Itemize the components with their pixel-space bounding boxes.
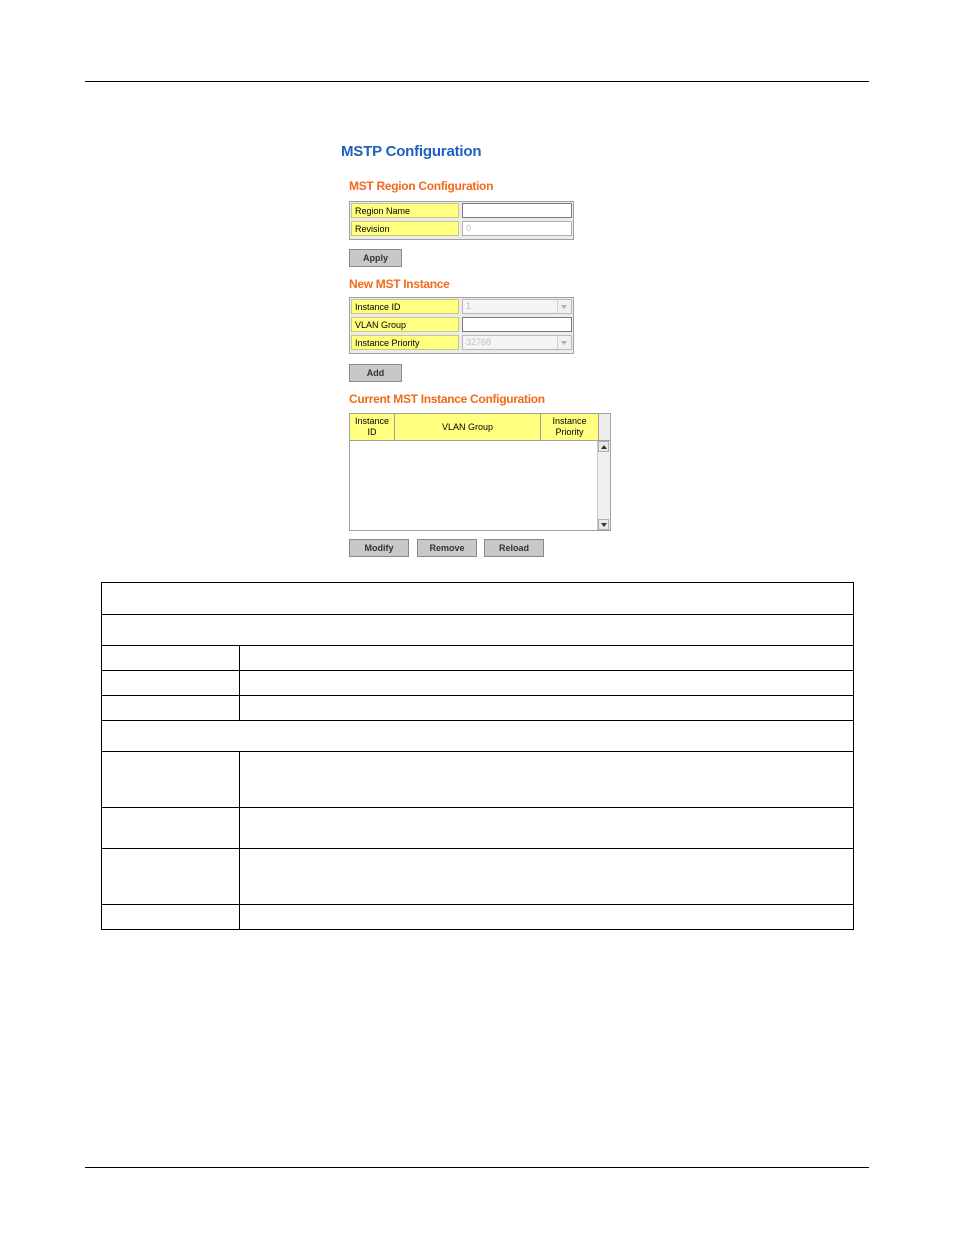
modify-button[interactable]: Modify: [349, 539, 409, 557]
header-instance-id-line2: ID: [367, 427, 377, 437]
table-row: [102, 696, 854, 721]
description-table: [101, 582, 854, 930]
new-instance-form: [349, 297, 574, 354]
apply-button[interactable]: Apply: [349, 249, 402, 267]
instance-priority-select[interactable]: [462, 335, 572, 350]
region-name-input[interactable]: [462, 203, 572, 218]
table-row: [102, 721, 854, 752]
instance-priority-value: 32768: [466, 337, 492, 347]
revision-row: [350, 220, 573, 238]
instance-priority-row: [350, 334, 573, 352]
table-row: [102, 905, 854, 930]
page-title: MSTP Configuration: [341, 143, 482, 160]
table-row: [102, 849, 854, 905]
table-row: [102, 808, 854, 849]
header-instance-id: [350, 414, 395, 441]
header-priority-line2: Priority: [555, 427, 584, 437]
header-vlan-group: [395, 414, 541, 441]
vlan-group-input[interactable]: [462, 317, 572, 332]
instance-id-label: Instance ID: [351, 299, 459, 314]
revision-input[interactable]: 0: [462, 221, 572, 236]
table-row: [102, 671, 854, 696]
header-instance-id-line1: Instance: [354, 416, 390, 426]
header-instance-priority: [541, 414, 599, 441]
region-name-label: Region Name: [351, 203, 459, 218]
instance-priority-label: Instance Priority: [351, 335, 459, 350]
reload-button[interactable]: Reload: [484, 539, 544, 557]
vlan-group-label: VLAN Group: [351, 317, 459, 332]
table-row: [102, 615, 854, 646]
add-button[interactable]: Add: [349, 364, 402, 382]
vlan-group-row: [350, 316, 573, 334]
chevron-down-icon: [557, 336, 571, 349]
header-rule: [85, 81, 869, 82]
header-vlan-group-text: VLAN Group: [441, 421, 494, 432]
table-row: [102, 752, 854, 808]
instance-id-value: 1: [466, 301, 472, 311]
table-row: [102, 646, 854, 671]
revision-label: Revision: [351, 221, 459, 236]
scroll-down-icon[interactable]: [598, 519, 609, 530]
chevron-down-icon: [557, 300, 571, 313]
header-priority-line1: Instance: [552, 416, 587, 426]
new-instance-section-title: New MST Instance: [349, 277, 450, 291]
instance-id-select[interactable]: [462, 299, 572, 314]
scroll-up-icon[interactable]: [598, 441, 609, 452]
header-spacer: [599, 414, 610, 441]
current-instance-table: [349, 413, 611, 531]
region-form: [349, 201, 574, 240]
current-section-title: Current MST Instance Configuration: [349, 392, 545, 406]
scrollbar[interactable]: [597, 441, 610, 530]
instance-id-row: [350, 298, 573, 316]
region-section-title: MST Region Configuration: [349, 179, 494, 193]
region-name-row: [350, 202, 573, 220]
remove-button[interactable]: Remove: [417, 539, 477, 557]
table-row: [102, 583, 854, 615]
footer-rule: [85, 1167, 869, 1168]
